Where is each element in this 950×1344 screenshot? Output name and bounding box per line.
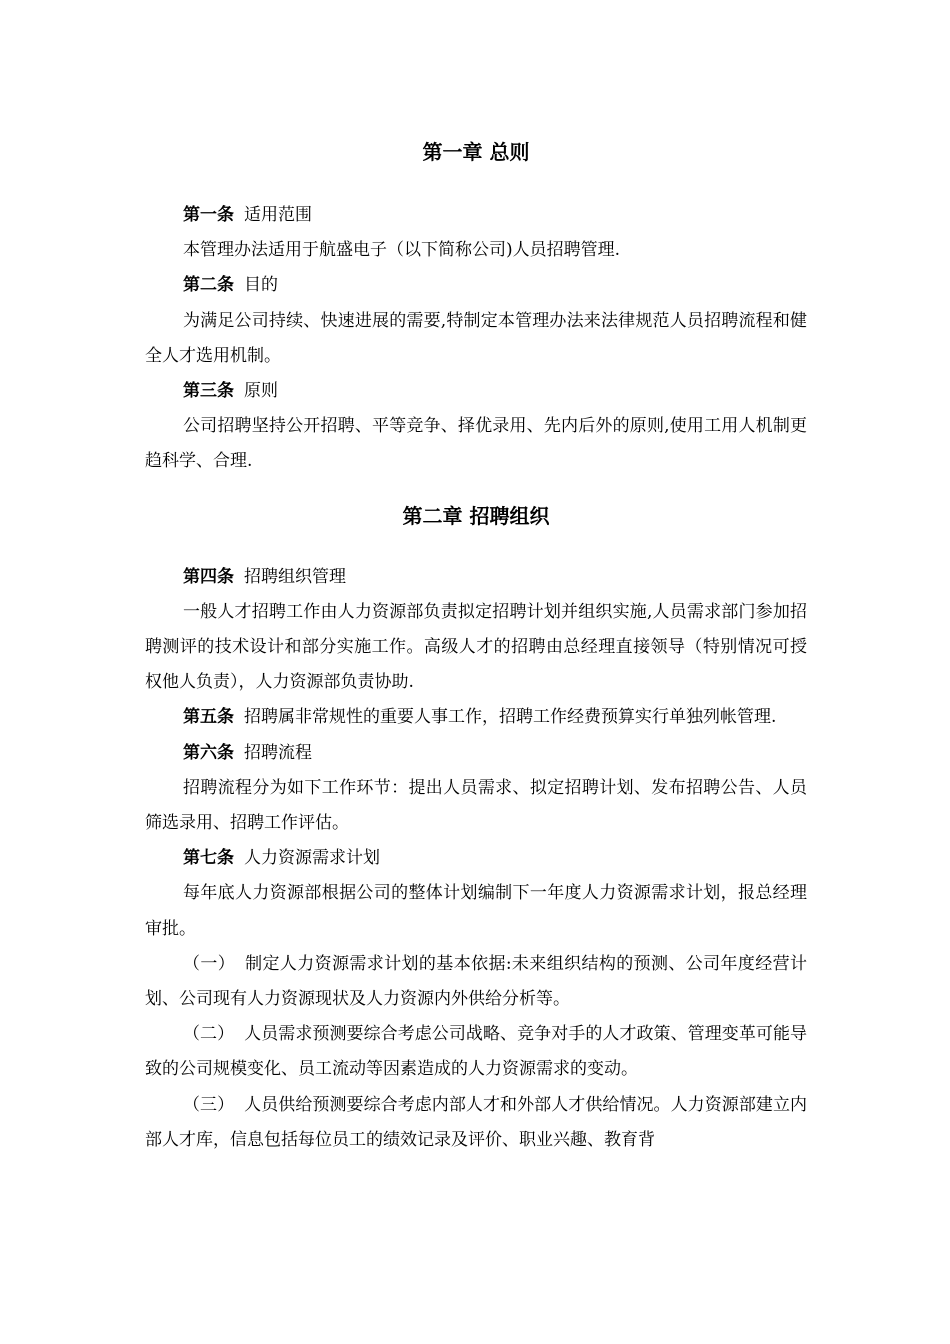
article-paragraph: 为满足公司持续、快速进展的需要,特制定本管理办法来法律规范人员招聘流程和健全人才选用机制。 — [145, 310, 807, 366]
article-paragraph — [145, 700, 807, 735]
article-number: 第七条 — [183, 848, 234, 869]
article-number: 第二条 — [183, 275, 234, 296]
article-paragraph: 一般人才招聘工作由人力资源部负责拟定招聘计划并组织实施,人员需求部门参加招聘测评的技术设计和部分实施工作。高级人才的招聘由总经理直接领导（特别情况可授权他人负责），人力资源部负责协助. — [145, 601, 807, 693]
article-number: 第六条 — [183, 742, 234, 763]
article-title: 适用范围 — [244, 205, 312, 225]
article-heading — [145, 736, 807, 771]
article-title: 原则 — [244, 381, 278, 402]
article-number: 第一条 — [183, 205, 234, 225]
article-heading — [145, 841, 807, 876]
article-title: 招聘组织管理 — [244, 566, 346, 587]
chapter-title: 第一章 总则 — [422, 140, 530, 164]
list-item — [145, 1088, 807, 1158]
list-item — [145, 1017, 807, 1087]
article-paragraph: 公司招聘坚持公开招聘、平等竞争、择优录用、先内后外的原则,使用工用人机制更趋科学、合理. — [145, 416, 807, 472]
article-heading — [145, 268, 807, 303]
article-number: 第五条 — [183, 707, 234, 728]
article-title: 招聘流程 — [244, 742, 312, 763]
item-number: （三） — [183, 1094, 235, 1115]
article-number: 第三条 — [183, 381, 234, 402]
article-number: 第四条 — [183, 566, 234, 587]
article-paragraph: 每年底人力资源部根据公司的整体计划编制下一年度人力资源需求计划，报总经理审批。 — [145, 883, 807, 939]
article-title: 人力资源需求计划 — [244, 848, 380, 869]
article-heading — [145, 374, 807, 409]
article-title: 目的 — [244, 275, 278, 296]
item-number: （一） — [183, 953, 236, 974]
document-body — [145, 134, 807, 1158]
article-paragraph: 本管理办法适用于航盛电子（以下简称公司)人员招聘管理. — [183, 240, 621, 261]
article-heading — [145, 198, 807, 233]
item-text: 人员需求预测要综合考虑公司战略、竞争对手的人才政策、管理变革可能导致的公司规模变化、员工流动等因素造成的人力资源需求的变动。 — [145, 1024, 807, 1080]
item-text: 人员供给预测要综合考虑内部人才和外部人才供给情况。人力资源部建立内部人才库，信息包括每位员工的绩效记录及评价、职业兴趣、教育背 — [145, 1094, 807, 1150]
list-item — [145, 947, 807, 1017]
item-text: 制定人力资源需求计划的基本依据:未来组织结构的预测、公司年度经营计划、公司现有人力资源现状及人力资源内外供给分析等。 — [145, 953, 807, 1010]
article-inline-text: 招聘属非常规性的重要人事工作，招聘工作经费预算实行单独列帐管理. — [244, 707, 777, 728]
item-number: （二） — [183, 1024, 235, 1045]
article-paragraph: 招聘流程分为如下工作环节：提出人员需求、拟定招聘计划、发布招聘公告、人员筛选录用、招聘工作评估。 — [145, 777, 807, 834]
chapter-title: 第二章 招聘组织 — [402, 503, 550, 528]
article-heading — [145, 560, 807, 595]
